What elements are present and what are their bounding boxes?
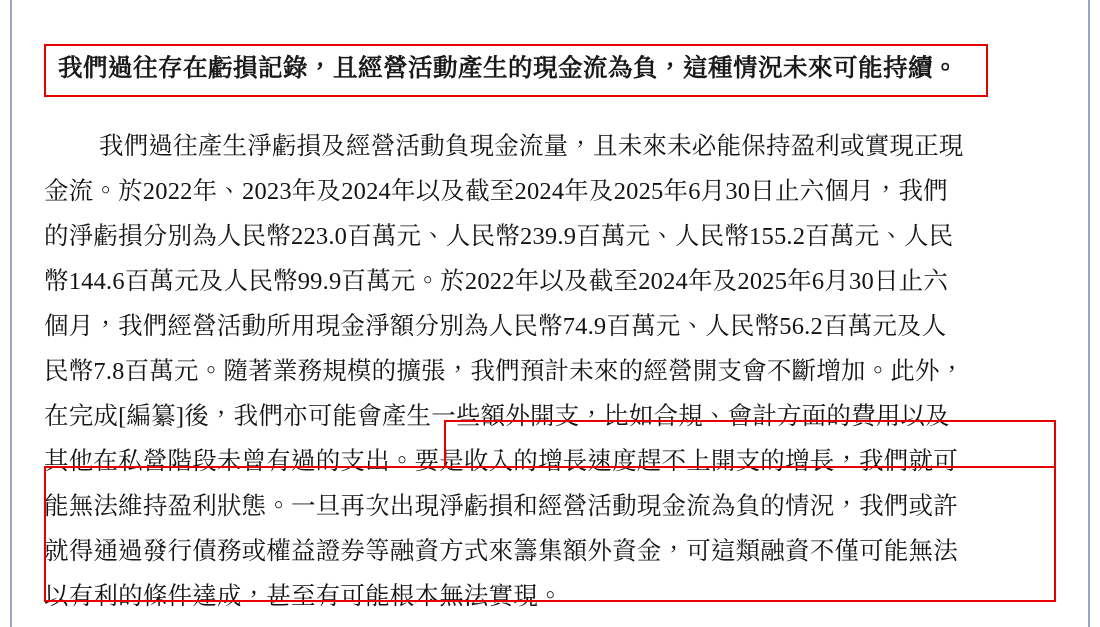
right-margin-rule: [1088, 0, 1090, 627]
risk-factor-paragraph: [44, 124, 1044, 619]
paragraph-line: 金流。於2022年、2023年及2024年以及截至2024年及2025年6月30日止六個月，我們: [44, 178, 948, 205]
paragraph-line: 民幣7.8百萬元。隨著業務規模的擴張，我們預計未來的經營開支會不斷增加。此外，: [44, 358, 965, 385]
risk-factor-heading: 我們過往存在虧損記錄，且經營活動產生的現金流為負，這種情況未來可能持續。: [58, 55, 958, 82]
paragraph-line: 我們過往產生淨虧損及經營活動負現金流量，且未來未必能保持盈利或實現正現: [99, 133, 964, 160]
paragraph-line: 其他在私營階段未曾有過的支出。要是收入的增長速度趕不上開支的增長，我們就可: [44, 448, 958, 475]
paragraph-line: 幣144.6百萬元及人民幣99.9百萬元。於2022年以及截至2024年及2025年6月30日止六: [44, 268, 949, 295]
paragraph-line: 在完成[編纂]後，我們亦可能會產生一些額外開支，比如合規、會計方面的費用以及: [44, 403, 950, 430]
paragraph-line: 的淨虧損分別為人民幣223.0百萬元、人民幣239.9百萬元、人民幣155.2百萬元、人民: [44, 223, 954, 250]
document-content: [44, 0, 1056, 627]
paragraph-line: 個月，我們經營活動所用現金淨額分別為人民幣74.9百萬元、人民幣56.2百萬元及人: [44, 313, 947, 340]
paragraph-line: 能無法維持盈利狀態。一旦再次出現淨虧損和經營活動現金流為負的情況，我們或許: [44, 493, 958, 520]
paragraph-line: 就得通過發行債務或權益證券等融資方式來籌集額外資金，可這類融資不僅可能無法: [44, 538, 958, 565]
left-margin-rule: [10, 0, 12, 627]
paragraph-line: 以有利的條件達成，甚至有可能根本無法實現。: [44, 583, 563, 610]
heading-highlight-box: [44, 44, 988, 97]
